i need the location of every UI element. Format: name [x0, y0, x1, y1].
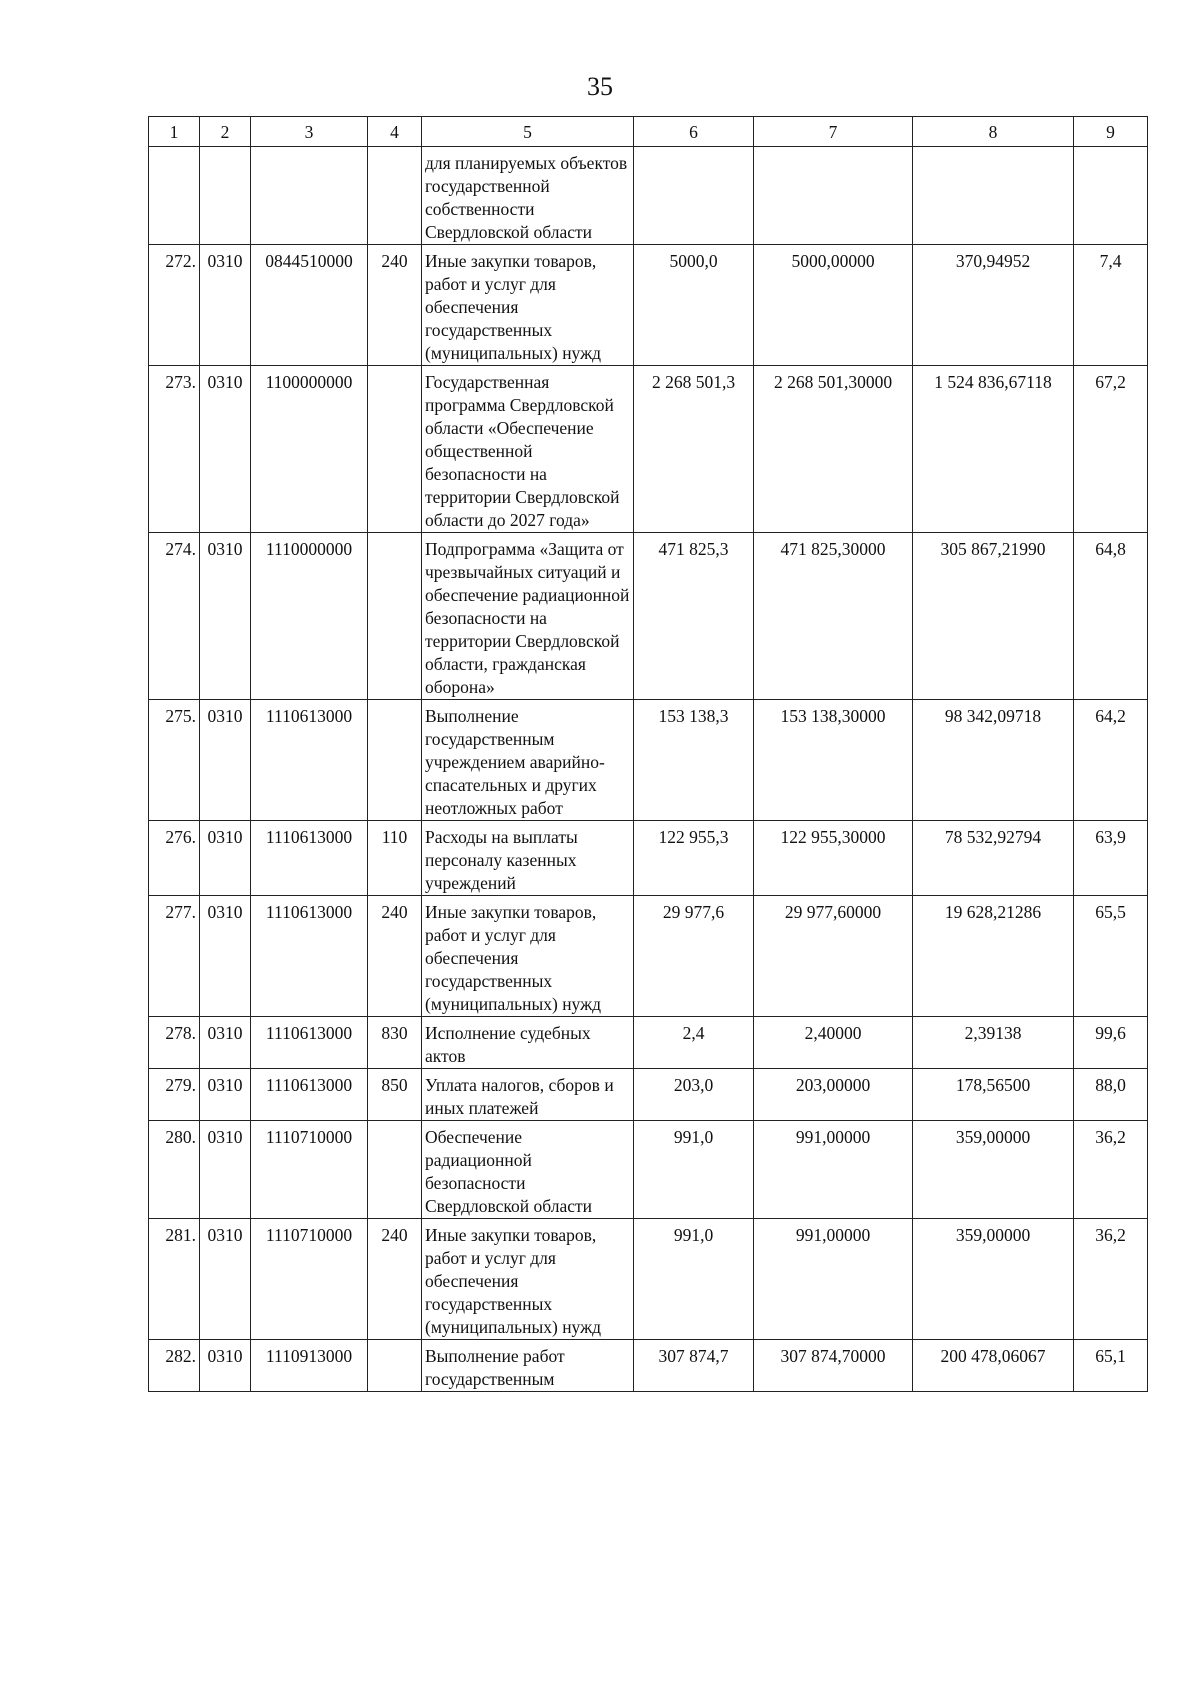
- approved-amount: [634, 147, 754, 245]
- section-code: 0310: [200, 245, 251, 366]
- adjusted-amount: 471 825,30000: [754, 533, 913, 700]
- execution-percent: 65,1: [1074, 1340, 1148, 1392]
- approved-amount: 991,0: [634, 1219, 754, 1340]
- row-number: 272.: [149, 245, 200, 366]
- executed-amount: [913, 147, 1074, 245]
- target-article-code: 1110613000: [251, 896, 368, 1017]
- adjusted-amount: 203,00000: [754, 1069, 913, 1121]
- executed-amount: 359,00000: [913, 1219, 1074, 1340]
- header-row: [149, 117, 1148, 147]
- section-code: 0310: [200, 1069, 251, 1121]
- header-cell: 6: [634, 117, 754, 147]
- item-name: Иные закупки товаров, работ и услуг для обеспечения государственных (муниципальных) нужд: [422, 896, 634, 1017]
- adjusted-amount: 2 268 501,30000: [754, 366, 913, 533]
- header-cell: 9: [1074, 117, 1148, 147]
- target-article-code: [251, 147, 368, 245]
- header-cell: 7: [754, 117, 913, 147]
- approved-amount: 153 138,3: [634, 700, 754, 821]
- executed-amount: 200 478,06067: [913, 1340, 1074, 1392]
- section-code: 0310: [200, 896, 251, 1017]
- item-name: для планируемых объектов государственной собственности Свердловской области: [422, 147, 634, 245]
- expense-type-code: 240: [368, 896, 422, 1017]
- approved-amount: 2,4: [634, 1017, 754, 1069]
- executed-amount: 178,56500: [913, 1069, 1074, 1121]
- approved-amount: 991,0: [634, 1121, 754, 1219]
- execution-percent: 88,0: [1074, 1069, 1148, 1121]
- table-row: [149, 1121, 1148, 1219]
- expense-type-code: 110: [368, 821, 422, 896]
- row-number: 282.: [149, 1340, 200, 1392]
- expense-type-code: 240: [368, 245, 422, 366]
- execution-percent: 7,4: [1074, 245, 1148, 366]
- target-article-code: 1110000000: [251, 533, 368, 700]
- target-article-code: 1110710000: [251, 1219, 368, 1340]
- target-article-code: 1100000000: [251, 366, 368, 533]
- adjusted-amount: 307 874,70000: [754, 1340, 913, 1392]
- table-row: [149, 896, 1148, 1017]
- header-cell: 2: [200, 117, 251, 147]
- table-row: [149, 1069, 1148, 1121]
- section-code: 0310: [200, 700, 251, 821]
- target-article-code: 1110913000: [251, 1340, 368, 1392]
- target-article-code: 0844510000: [251, 245, 368, 366]
- row-number: 281.: [149, 1219, 200, 1340]
- adjusted-amount: [754, 147, 913, 245]
- execution-percent: [1074, 147, 1148, 245]
- expense-type-code: 850: [368, 1069, 422, 1121]
- item-name: Расходы на выплаты персоналу казенных учреждений: [422, 821, 634, 896]
- section-code: 0310: [200, 533, 251, 700]
- expense-type-code: [368, 1121, 422, 1219]
- adjusted-amount: 991,00000: [754, 1121, 913, 1219]
- approved-amount: 122 955,3: [634, 821, 754, 896]
- executed-amount: 98 342,09718: [913, 700, 1074, 821]
- execution-percent: 99,6: [1074, 1017, 1148, 1069]
- header-cell: 4: [368, 117, 422, 147]
- execution-percent: 63,9: [1074, 821, 1148, 896]
- execution-percent: 65,5: [1074, 896, 1148, 1017]
- table-row: [149, 1340, 1148, 1392]
- adjusted-amount: 29 977,60000: [754, 896, 913, 1017]
- approved-amount: 29 977,6: [634, 896, 754, 1017]
- header-cell: 5: [422, 117, 634, 147]
- target-article-code: 1110710000: [251, 1121, 368, 1219]
- executed-amount: 305 867,21990: [913, 533, 1074, 700]
- table-row: [149, 1017, 1148, 1069]
- table-row: [149, 821, 1148, 896]
- approved-amount: 203,0: [634, 1069, 754, 1121]
- approved-amount: 307 874,7: [634, 1340, 754, 1392]
- table-row: [149, 245, 1148, 366]
- item-name: Иные закупки товаров, работ и услуг для обеспечения государственных (муниципальных) нужд: [422, 1219, 634, 1340]
- expense-type-code: [368, 533, 422, 700]
- adjusted-amount: 991,00000: [754, 1219, 913, 1340]
- executed-amount: 78 532,92794: [913, 821, 1074, 896]
- table-row: [149, 700, 1148, 821]
- item-name: Подпрограмма «Защита от чрезвычайных ситуаций и обеспечение радиационной безопасности на территории Свердловской области, гражданская оборона»: [422, 533, 634, 700]
- item-name: Обеспечение радиационной безопасности Свердловской области: [422, 1121, 634, 1219]
- item-name: Иные закупки товаров, работ и услуг для обеспечения государственных (муниципальных) нужд: [422, 245, 634, 366]
- execution-percent: 67,2: [1074, 366, 1148, 533]
- item-name: Выполнение работ государственным: [422, 1340, 634, 1392]
- item-name: Уплата налогов, сборов и иных платежей: [422, 1069, 634, 1121]
- expense-type-code: 240: [368, 1219, 422, 1340]
- row-number: 280.: [149, 1121, 200, 1219]
- budget-table: [148, 116, 1148, 1392]
- expense-type-code: [368, 1340, 422, 1392]
- target-article-code: 1110613000: [251, 1017, 368, 1069]
- adjusted-amount: 2,40000: [754, 1017, 913, 1069]
- page-number: 35: [587, 72, 613, 101]
- execution-percent: 64,2: [1074, 700, 1148, 821]
- executed-amount: 370,94952: [913, 245, 1074, 366]
- expense-type-code: [368, 366, 422, 533]
- row-number: 279.: [149, 1069, 200, 1121]
- executed-amount: 2,39138: [913, 1017, 1074, 1069]
- execution-percent: 64,8: [1074, 533, 1148, 700]
- section-code: 0310: [200, 1340, 251, 1392]
- row-number: 277.: [149, 896, 200, 1017]
- executed-amount: 359,00000: [913, 1121, 1074, 1219]
- section-code: 0310: [200, 366, 251, 533]
- header-cell: 8: [913, 117, 1074, 147]
- item-name: Государственная программа Свердловской области «Обеспечение общественной безопасности на территории Свердловской области до 2027 года»: [422, 366, 634, 533]
- adjusted-amount: 153 138,30000: [754, 700, 913, 821]
- adjusted-amount: 5000,00000: [754, 245, 913, 366]
- table-row: [149, 533, 1148, 700]
- row-number: 273.: [149, 366, 200, 533]
- executed-amount: 1 524 836,67118: [913, 366, 1074, 533]
- table-row: [149, 366, 1148, 533]
- section-code: 0310: [200, 1017, 251, 1069]
- header-cell: 3: [251, 117, 368, 147]
- execution-percent: 36,2: [1074, 1121, 1148, 1219]
- target-article-code: 1110613000: [251, 700, 368, 821]
- expense-type-code: [368, 700, 422, 821]
- row-number: [149, 147, 200, 245]
- row-number: 274.: [149, 533, 200, 700]
- approved-amount: 5000,0: [634, 245, 754, 366]
- section-code: 0310: [200, 1121, 251, 1219]
- section-code: [200, 147, 251, 245]
- table-row: [149, 1219, 1148, 1340]
- expense-type-code: [368, 147, 422, 245]
- approved-amount: 2 268 501,3: [634, 366, 754, 533]
- item-name: Исполнение судебных актов: [422, 1017, 634, 1069]
- item-name: Выполнение государственным учреждением аварийно-спасательных и других неотложных работ: [422, 700, 634, 821]
- row-number: 276.: [149, 821, 200, 896]
- target-article-code: 1110613000: [251, 1069, 368, 1121]
- header-cell: 1: [149, 117, 200, 147]
- execution-percent: 36,2: [1074, 1219, 1148, 1340]
- expense-type-code: 830: [368, 1017, 422, 1069]
- executed-amount: 19 628,21286: [913, 896, 1074, 1017]
- target-article-code: 1110613000: [251, 821, 368, 896]
- row-number: 278.: [149, 1017, 200, 1069]
- row-number: 275.: [149, 700, 200, 821]
- table-row: [149, 147, 1148, 245]
- section-code: 0310: [200, 1219, 251, 1340]
- approved-amount: 471 825,3: [634, 533, 754, 700]
- section-code: 0310: [200, 821, 251, 896]
- adjusted-amount: 122 955,30000: [754, 821, 913, 896]
